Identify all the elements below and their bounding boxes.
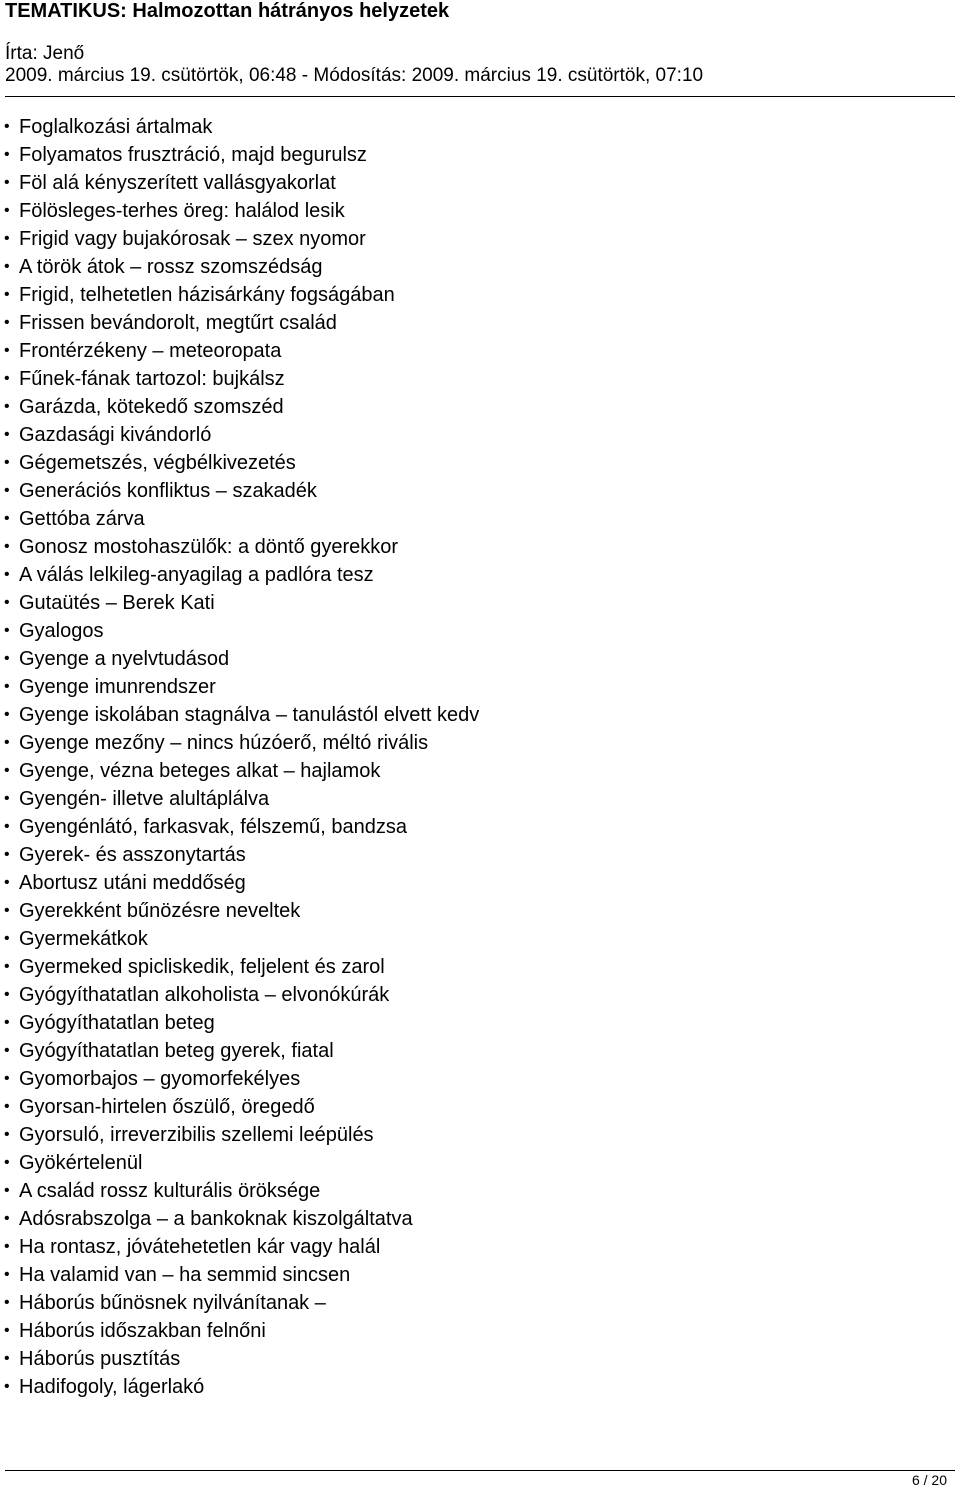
- list-item-text: Háborús időszakban felnőni: [19, 1320, 266, 1342]
- list-item: [4, 253, 479, 281]
- header-divider: [5, 96, 955, 97]
- list-item-text: Hadifogoly, lágerlakó: [19, 1376, 205, 1398]
- list-item-text: Gyenge mezőny – nincs húzóerő, méltó rivális: [19, 732, 429, 754]
- list-item-text: A török átok – rossz szomszédság: [19, 256, 323, 278]
- list-item-text: Folyamatos frusztráció, majd begurulsz: [19, 144, 367, 166]
- bullet-icon: •: [4, 1210, 10, 1227]
- list-item: [4, 1373, 479, 1401]
- list-item: [4, 281, 479, 309]
- list-item: [4, 113, 479, 141]
- bullet-icon: •: [4, 370, 10, 387]
- list-item: [4, 729, 479, 757]
- bullet-icon: •: [4, 510, 10, 527]
- bullet-list: [4, 113, 479, 1401]
- list-item-text: Gyorsan-hirtelen őszülő, öregedő: [19, 1096, 315, 1118]
- bullet-icon: •: [4, 594, 10, 611]
- bullet-icon: •: [4, 958, 10, 975]
- list-item: [4, 897, 479, 925]
- list-item: [4, 337, 479, 365]
- list-item-text: A család rossz kulturális öröksége: [19, 1180, 321, 1202]
- list-item-text: Gyorsuló, irreverzibilis szellemi leépülés: [19, 1124, 374, 1146]
- bullet-icon: •: [4, 482, 10, 499]
- bullet-icon: •: [4, 902, 10, 919]
- bullet-icon: •: [4, 454, 10, 471]
- list-item-text: Gyerekként bűnözésre neveltek: [19, 900, 301, 922]
- list-item-text: Gyógyíthatatlan beteg: [19, 1012, 215, 1034]
- list-item: [4, 869, 479, 897]
- list-item-text: Gutaütés – Berek Kati: [19, 592, 215, 614]
- list-item-text: Gyerek- és asszonytartás: [19, 844, 246, 866]
- list-item-text: Föl alá kényszerített vallásgyakorlat: [19, 172, 336, 194]
- list-item-text: Gyengén- illetve alultáplálva: [19, 788, 270, 810]
- list-item: [4, 309, 479, 337]
- bullet-icon: •: [4, 818, 10, 835]
- bullet-icon: •: [4, 622, 10, 639]
- bullet-icon: •: [4, 1070, 10, 1087]
- bullet-icon: •: [4, 1238, 10, 1255]
- list-item-text: Ha valamid van – ha semmid sincsen: [19, 1264, 351, 1286]
- document-header: [5, 0, 955, 87]
- list-item: [4, 225, 479, 253]
- list-item-text: Gyalogos: [19, 620, 104, 642]
- bullet-icon: •: [4, 1350, 10, 1367]
- list-item: [4, 1289, 479, 1317]
- list-item: [4, 1345, 479, 1373]
- bullet-icon: •: [4, 258, 10, 275]
- list-item: [4, 421, 479, 449]
- bullet-icon: •: [4, 1014, 10, 1031]
- list-item-text: Ha rontasz, jóvátehetetlen kár vagy halál: [19, 1236, 381, 1258]
- list-item: [4, 449, 479, 477]
- list-item-text: Gyökértelenül: [19, 1152, 143, 1174]
- list-item: [4, 1093, 479, 1121]
- list-item: [4, 981, 479, 1009]
- list-item-text: Gyengénlátó, farkasvak, félszemű, bandzsa: [19, 816, 407, 838]
- list-item-text: Frissen bevándorolt, megtűrt család: [19, 312, 337, 334]
- bullet-icon: •: [4, 538, 10, 555]
- bullet-icon: •: [4, 342, 10, 359]
- list-item-text: Fölösleges-terhes öreg: halálod lesik: [19, 200, 345, 222]
- list-item: [4, 1177, 479, 1205]
- list-item: [4, 169, 479, 197]
- list-item-text: Frontérzékeny – meteoropata: [19, 340, 282, 362]
- list-item-text: Háborús bűnösnek nyilvánítanak –: [19, 1292, 326, 1314]
- list-item-text: A válás lelkileg-anyagilag a padlóra tesz: [19, 564, 374, 586]
- list-item: [4, 841, 479, 869]
- bullet-icon: •: [4, 790, 10, 807]
- list-item-text: Gyenge iskolában stagnálva – tanulástól elvett kedv: [19, 704, 480, 726]
- list-item: [4, 757, 479, 785]
- list-item: [4, 1149, 479, 1177]
- bullet-icon: •: [4, 650, 10, 667]
- bullet-icon: •: [4, 1098, 10, 1115]
- list-item: [4, 141, 479, 169]
- bullet-icon: •: [4, 846, 10, 863]
- bullet-icon: •: [4, 230, 10, 247]
- bullet-icon: •: [4, 1042, 10, 1059]
- list-item: [4, 1317, 479, 1345]
- list-item: [4, 673, 479, 701]
- list-item-text: Gazdasági kivándorló: [19, 424, 212, 446]
- list-item-text: Gyenge, vézna beteges alkat – hajlamok: [19, 760, 381, 782]
- list-item-text: Gyógyíthatatlan beteg gyerek, fiatal: [19, 1040, 334, 1062]
- list-item: [4, 925, 479, 953]
- list-item-text: Adósrabszolga – a bankoknak kiszolgáltatva: [19, 1208, 413, 1230]
- list-item: [4, 1065, 479, 1093]
- bullet-icon: •: [4, 314, 10, 331]
- bullet-icon: •: [4, 426, 10, 443]
- list-item: [4, 813, 479, 841]
- list-item-text: Foglalkozási ártalmak: [19, 116, 213, 138]
- list-item: [4, 1205, 479, 1233]
- bullet-icon: •: [4, 566, 10, 583]
- date-line: 2009. március 19. csütörtök, 06:48 - Módosítás: 2009. március 19. csütörtök, 07:10: [5, 65, 704, 86]
- bullet-icon: •: [4, 1182, 10, 1199]
- list-item-text: Gyomorbajos – gyomorfekélyes: [19, 1068, 301, 1090]
- list-item: [4, 1009, 479, 1037]
- document-title: TEMATIKUS: Halmozottan hátrányos helyzetek: [5, 0, 450, 22]
- list-item: [4, 617, 479, 645]
- list-item-text: Generációs konfliktus – szakadék: [19, 480, 317, 502]
- list-item: [4, 645, 479, 673]
- list-item-text: Abortusz utáni meddőség: [19, 872, 246, 894]
- list-item-text: Gettóba zárva: [19, 508, 145, 530]
- list-item: [4, 477, 479, 505]
- list-item: [4, 1261, 479, 1289]
- list-item: [4, 953, 479, 981]
- author-line: Írta: Jenő: [5, 43, 85, 64]
- list-item-text: Gyenge imunrendszer: [19, 676, 216, 698]
- list-item-text: Gyermeked spicliskedik, feljelent és zarol: [19, 956, 385, 978]
- list-item-text: Gyógyíthatatlan alkoholista – elvonókúrák: [19, 984, 390, 1006]
- bullet-icon: •: [4, 174, 10, 191]
- list-item: [4, 505, 479, 533]
- bullet-icon: •: [4, 986, 10, 1003]
- list-item: [4, 1233, 479, 1261]
- list-item-text: Háborús pusztítás: [19, 1348, 181, 1370]
- list-item-text: Gégemetszés, végbélkivezetés: [19, 452, 296, 474]
- bullet-icon: •: [4, 1266, 10, 1283]
- list-item: [4, 1037, 479, 1065]
- list-item: [4, 561, 479, 589]
- bullet-icon: •: [4, 678, 10, 695]
- bullet-icon: •: [4, 706, 10, 723]
- page-number: 6 / 20: [911, 1472, 947, 1488]
- bullet-icon: •: [4, 1322, 10, 1339]
- bullet-icon: •: [4, 286, 10, 303]
- bullet-icon: •: [4, 1126, 10, 1143]
- list-item: [4, 365, 479, 393]
- list-item: [4, 393, 479, 421]
- list-item-text: Frigid vagy bujakórosak – szex nyomor: [19, 228, 366, 250]
- bullet-icon: •: [4, 118, 10, 135]
- bullet-icon: •: [4, 734, 10, 751]
- list-item: [4, 1121, 479, 1149]
- list-item: [4, 589, 479, 617]
- list-item-text: Garázda, kötekedő szomszéd: [19, 396, 284, 418]
- bullet-icon: •: [4, 398, 10, 415]
- bullet-icon: •: [4, 930, 10, 947]
- list-item: [4, 197, 479, 225]
- bullet-icon: •: [4, 1154, 10, 1171]
- footer-divider: [5, 1470, 955, 1471]
- list-item-text: Fűnek-fának tartozol: bujkálsz: [19, 368, 285, 390]
- bullet-icon: •: [4, 1294, 10, 1311]
- bullet-icon: •: [4, 202, 10, 219]
- list-item-text: Gyenge a nyelvtudásod: [19, 648, 230, 670]
- bullet-icon: •: [4, 146, 10, 163]
- list-item-text: Frigid, telhetetlen házisárkány fogságában: [19, 284, 395, 306]
- list-item-text: Gyermekátkok: [19, 928, 148, 950]
- list-item-text: Gonosz mostohaszülők: a döntő gyerekkor: [19, 536, 399, 558]
- bullet-icon: •: [4, 762, 10, 779]
- list-item: [4, 533, 479, 561]
- bullet-icon: •: [4, 874, 10, 891]
- list-item: [4, 785, 479, 813]
- bullet-icon: •: [4, 1378, 10, 1395]
- list-item: [4, 701, 479, 729]
